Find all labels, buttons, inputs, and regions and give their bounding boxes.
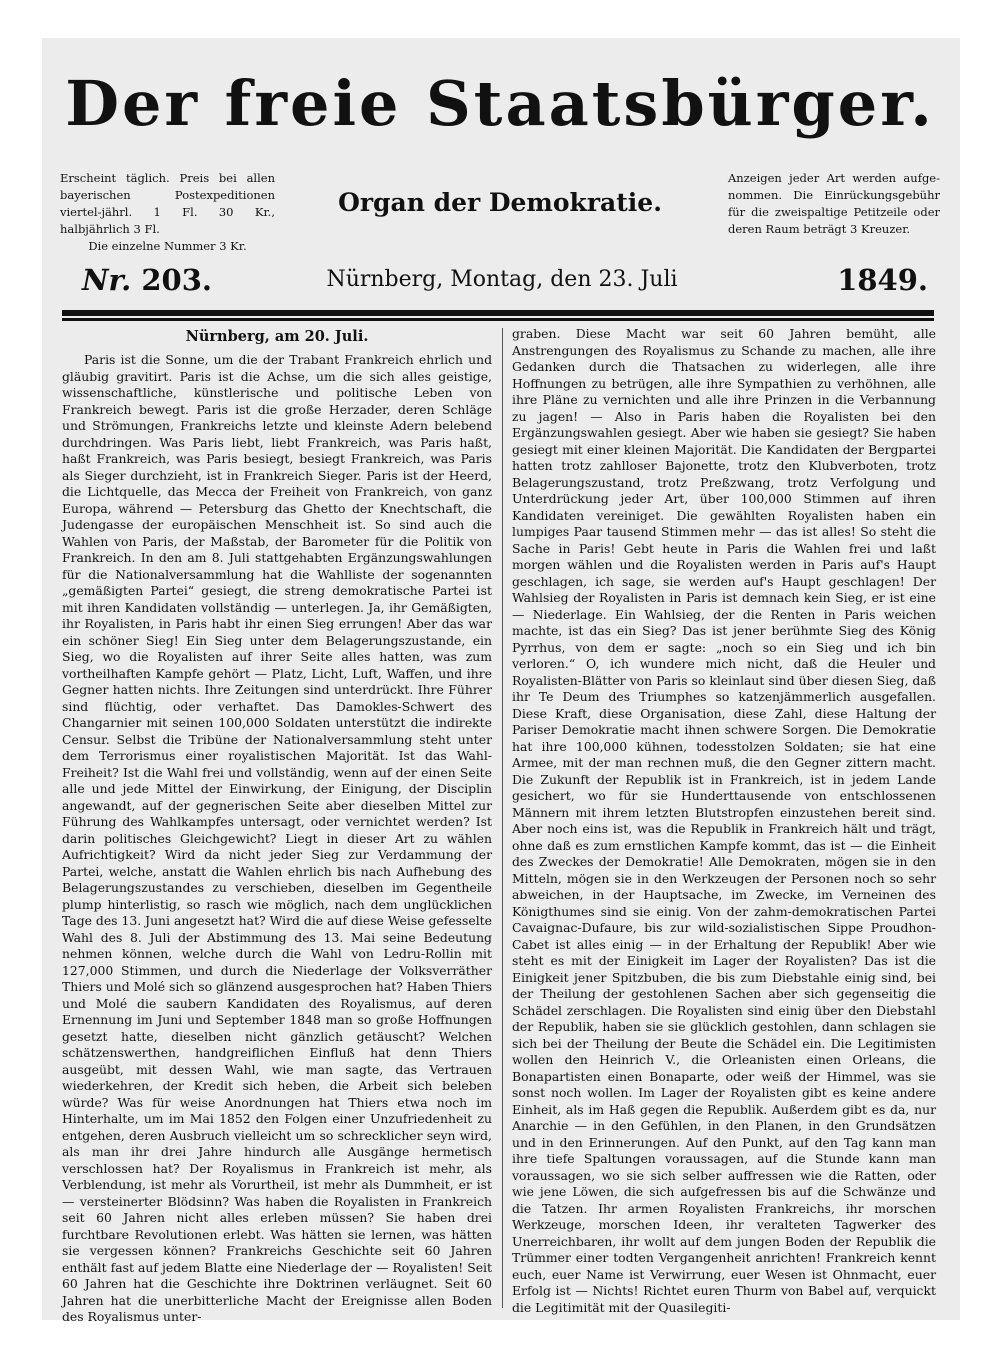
- article-heading: Nürnberg, am 20. Juli.: [185, 328, 369, 345]
- article-column-left: [62, 326, 492, 1326]
- subscription-notice: [60, 170, 275, 255]
- newspaper-title: Der freie Staatsbürger.: [65, 67, 935, 140]
- place-and-date: Nürnberg, Montag, den 23. Juli: [326, 267, 678, 292]
- column-divider: [502, 328, 503, 1308]
- advertising-notice: Anzeigen jeder Art werden aufge-nommen. Die Einrückungsgebühr für die zweispaltige Petitzeile oder deren Raum beträgt 3 Kreuzer.: [728, 171, 940, 236]
- newspaper-subtitle: Organ der Demokratie.: [338, 188, 662, 217]
- article-column-right: [512, 326, 936, 1316]
- issue-number: [82, 258, 212, 302]
- issue-prefix: Nr.: [82, 263, 132, 297]
- header-rule: [62, 310, 934, 318]
- article-text-left: Paris ist die Sonne, um die der Trabant Frankreich ehrlich und gläubig gravitirt. Paris ist die Achse, um die sich alles geistige, wissenschaftliche, künstlerische und politische Leben von Frankreich bewegt. Paris ist die große Herzader, deren Schläge und Strömungen, Frankreichs letzte und kleinste Adern belebend durchdringen. Was Paris liebt, liebt Frankreich, was Paris haßt, haßt Frankreich, was Paris besiegt, besiegt Frankreich, was Paris als Sieger durchzieht, ist in Frankreich Sieger. Paris ist der Heerd, die Lichtquelle, das Mecca der Freiheit von Frankreich, von ganz Europa, während — Petersburg das Ghetto der Knechtschaft, die Judengasse der europäischen Menschheit ist. So sind auch die Wahlen von Paris, der Maßstab, der Barometer für die Politik von Frankreich. In den am 8. Juli stattgehabten Ergänzungswahlungen für die Nationalversammlung hat die Wahlliste der sogenannten „gemäßigten Partei“ gesiegt, die streng demokratische Partei ist mit ihren Kandidaten vollständig — unterlegen. Ja, ihr Gemäßigten, ihr Royalisten, in Paris habt ihr einen Sieg errungen! Aber das war ein schöner Sieg! Ein Sieg unter dem Belagerungszustande, ein Sieg, wo die Royalisten auf ihrer Seite alles hatten, was zum vortheilhaften Kampfe gehört — Platz, Licht, Luft, Waffen, und ihre Gegner hatten nichts. Ihre Zeitungen sind unterdrückt. Ihre Führer sind flüchtig, oder verhaftet. Das Damokles-Schwert des Changarnier mit seinen 100,000 Soldaten unterstützt die indirekte Censur. Selbst die Tribüne der Nationalversammlung steht unter dem Terrorismus einer royalistischen Majorität. Ist das Wahl-Freiheit? Ist die Wahl frei und vollständig, wenn auf der einen Seite alle und jede Mittel der Einwirkung, der Einigung, der Disciplin angewandt, auf der gegnerischen Seite aber dieselben Mittel zur Führung des Wahlkampfes untersagt, oder vernichtet werden? Ist darin politisches Gleichgewicht? Liegt in dieser Art zu wählen Aufrichtigkeit? Wird da nicht jeder Sieg zur Verdammung der Partei, welche, anstatt die Wahlen ehrlich bis nach Aufhebung des Belagerungszustandes zu verschieben, dieselben im Gegentheile plump hinterlistig, so rasch wie möglich, nach dem unglücklichen Tage des 13. Juni angesetzt hat? Wird die auf diese Weise gefesselte Wahl des 8. Juli der Abstimmung des 13. Mai seine Bedeutung nehmen können, welche durch die Wahl von Ledru-Rollin mit 127,000 Stimmen, und durch die Niederlage der Volksverräther Thiers und Molé sich so glänzend ausgesprochen hat? Haben Thiers und Molé die saubern Kandidaten des Royalismus, auf deren Ernennung im Juni und September 1848 man so große Hoffnungen gesetzt hatte, dieselben nicht gänzlich getäuscht? Welchen schätzenswerthen, handgreiflichen Einfluß hat denn Thiers ausgeübt, mit dessen Wahl, wie man sagte, das Vertrauen wiederkehren, der Kredit sich heben, die Arbeit sich beleben würde? Was für weise Anordnungen hat Thiers etwa noch im Hinterhalte, um im Mai 1852 den Folgen einer Unzufriedenheit zu entgehen, deren Ausbruch vielleicht um so schrecklicher seyn wird, als man ihr drei Jahre hindurch alle Ausgänge hermetisch verschlossen hat? Der Royalismus in Frankreich ist mehr, als Verblendung, ist mehr als Vorurtheil, ist mehr als Dummheit, er ist — versteinerter Blödsinn? Was haben die Royalisten in Frankreich seit 60 Jahren nicht alles erleben müssen? Sie haben drei furchtbare Revolutionen erlebt. Was hätten sie lernen, was hätten sie vergessen können? Frankreichs Geschichte seit 60 Jahren enthält fast auf jedem Blatte eine Niederlage der — Royalisten! Seit 60 Jahren hat die Geschichte ihre Doktrinen verläugnet. Seit 60 Jahren hat die unerbitterliche Macht der Ereignisse allen Boden des Royalismus unter-: [62, 352, 492, 1324]
- subscription-price: Erscheint täglich. Preis bei allen bayerischen Postexpeditionen viertel-jährl. 1 Fl. 30 Kr., halbjährlich 3 Fl.: [60, 171, 275, 236]
- dateline: [62, 258, 938, 302]
- single-issue-price: Die einzelne Nummer 3 Kr.: [88, 239, 247, 253]
- article-text-right: graben. Diese Macht war seit 60 Jahren bemüht, alle Anstrengungen des Royalismus zu Schande zu machen, alle ihre Gedanken durch die Thatsachen zu widerlegen, alle ihre Hoffnungen zu betrügen, alle ihre Sympathien zu verhöhnen, alle ihre Pläne zu vernichten und alle ihre Prinzen in die Verbannung zu jagen! — Also in Paris haben die Royalisten bei den Ergänzungswahlen gesiegt. Aber wie haben sie gesiegt? Sie haben gesiegt mit einer kleinen Majorität. Die Kandidaten der Bergpartei hatten trotz zahlloser Bajonette, trotz den Klubverboten, trotz Belagerungszustand, trotz Preßzwang, trotz Verfolgung und Unterdrückung jeder Art, über 100,000 Stimmen auf ihren Kandidaten vereiniget. Die gewählten Royalisten haben ein lumpiges Paar tausend Stimmen mehr — das ist alles! So steht die Sache in Paris! Gebt heute in Paris die Wahlen frei und laßt morgen wählen und die Royalisten werden in Paris auf's Haupt geschlagen, ich sage, sie werden auf's Haupt geschlagen! Der Wahlsieg der Royalisten in Paris ist demnach kein Sieg, er ist eine — Niederlage. Ein Wahlsieg, der die Renten in Paris weichen machte, ist das ein Sieg? Das ist jener berühmte Sieg des König Pyrrhus, von dem er sagte: „noch so ein Sieg und ich bin verloren.“ O, ich wundere mich nicht, daß die Heuler und Royalisten-Blätter von Paris so kleinlaut sind über diesen Sieg, daß ihr Te Deum des Triumphes so katzenjämmerlich ausgefallen. Diese Kraft, diese Organisation, diese Zahl, diese Haltung der Pariser Demokratie macht ihnen schwere Sorgen. Die Demokratie hat ihre 100,000 kühnen, todesstolzen Soldaten; sie hat eine Armee, mit der man rechnen muß, die den Gegner zittern macht. Die Zukunft der Republik ist in Frankreich, ist in jedem Lande gesichert, wo für sie Hunderttausende von entschlossenen Männern mit ihrem letzten Blutstropfen einzustehen bereit sind. Aber noch eins ist, was die Republik in Frankreich hält und trägt, ohne daß es zum ernstlichen Kampfe kommt, das ist — die Einheit des Zweckes der Demokratie! Alle Demokraten, mögen sie in den Mitteln, mögen sie in den Werkzeugen der Personen noch so sehr abweichen, in der Hauptsache, im Zwecke, im Verneinen des Königthumes sind sie einig. Von der zahm-demokratischen Partei Cavaignac-Dufaure, bis zur wild-sozialistischen Sippe Proudhon-Cabet ist alles einig — in der Erhaltung der Republik! Aber wie steht es mit der Einigkeit im Lager der Royalisten? Das ist die Einigkeit jener Spitzbuben, die bis zum Diebstahle einig sind, bei der Theilung der gestohlenen Sachen aber sich gegenseitig die Schädel zerschlagen. Die Royalisten sind einig über den Diebstahl der Republik, haben sie sie glücklich gestohlen, dann schlagen sie sich bei der Theilung der Beute die Schädel ein. Die Legitimisten wollen den Heinrich V., die Orleanisten einen Orleans, die Bonapartisten einen Bonaparte, oder weiß der Himmel, was sie sonst noch wollen. Im Lager der Royalisten gibt es keine andere Einheit, als im Haß gegen die Republik. Außerdem gibt es da, nur Anarchie — in den Gefühlen, in den Planen, in den Grundsätzen und in den Erinnerungen. Auf den Punkt, auf den Tag kann man ihre tiefe Spaltungen voraussagen, auf die Stunde kann man voraussagen, wo sie sich selber auffressen wie die Ratten, oder wie jene Löwen, die sich aufgefressen bis auf die Schwänze und die Tatzen. Ihr armen Royalisten Frankreichs, ihr morschen Werkzeuge, morschen Ideen, ihr veralteten Tagwerker des Unerreichbaren, ihr wollt auf dem jungen Boden der Republik die Trümmer einer todten Vergangenheit anrichten! Frankreich kennt euch, euer Name ist Verwirrung, euer Wesen ist Ohnmacht, euer Erfolg ist — Nichts! Richtet euren Thurm von Babel auf, verquickt die Legitimität mit der Quasilegiti-: [512, 326, 936, 1315]
- issue-value: 203.: [141, 263, 212, 297]
- issue-year: 1849.: [837, 263, 928, 297]
